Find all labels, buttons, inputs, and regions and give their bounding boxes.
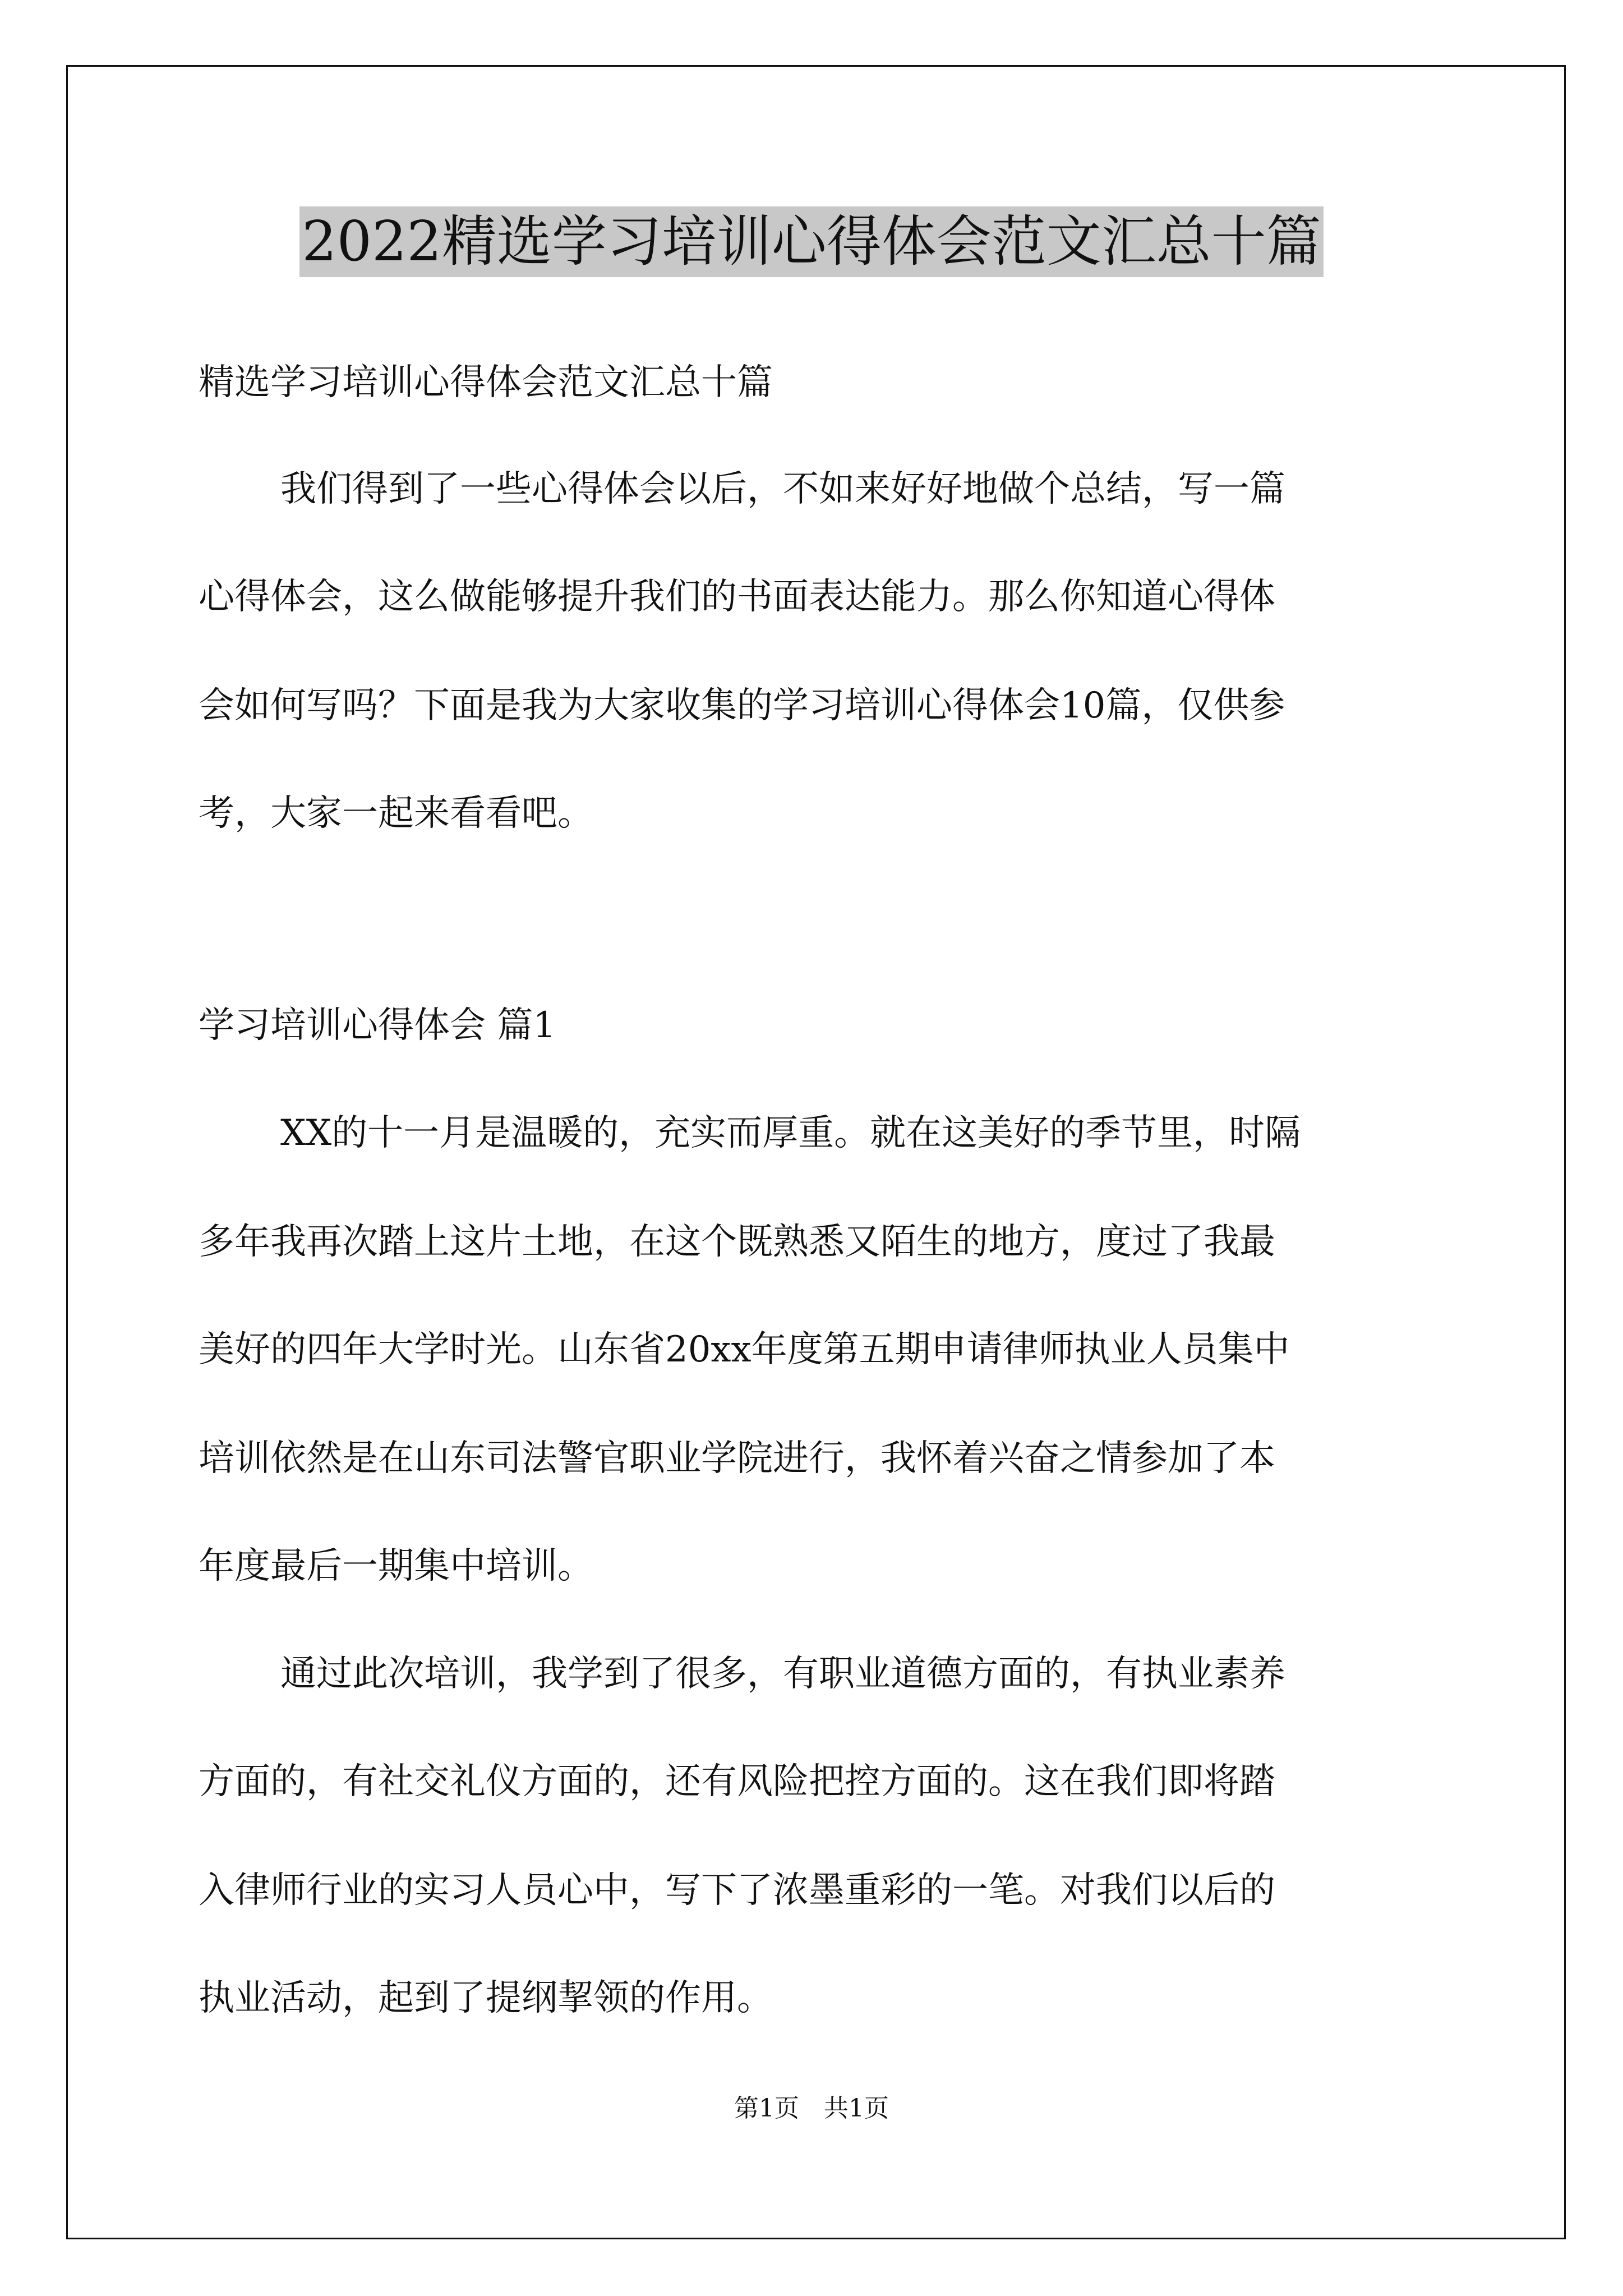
paragraph-line: 方面的，有社交礼仪方面的，还有风险把控方面的。这在我们即将踏 [199,1761,1275,1802]
document-subtitle: 精选学习培训心得体会范文汇总十篇 [199,362,773,403]
paragraph-line: XX的十一月是温暖的，充实而厚重。就在这美好的季节里，时隔 [280,1112,1301,1154]
intro-line: 我们得到了一些心得体会以后，不如来好好地做个总结，写一篇 [280,468,1285,510]
document-title: 2022精选学习培训心得体会范文汇总十篇 [299,206,1323,277]
paragraph-line: 年度最后一期集中培训。 [199,1545,593,1587]
paragraph-line: 培训依然是在山东司法警官职业学院进行，我怀着兴奋之情参加了本 [199,1438,1275,1479]
document-title-wrap [0,206,1623,277]
page-footer: 第1页 共1页 [734,2094,889,2123]
paragraph-line: 美好的四年大学时光。山东省20xx年度第五期申请律师执业人员集中 [199,1329,1290,1370]
paragraph-line: 多年我再次踏上这片土地，在这个既熟悉又陌生的地方，度过了我最 [199,1221,1275,1263]
intro-line: 心得体会，这么做能够提升我们的书面表达能力。那么你知道心得体 [199,576,1275,618]
intro-line: 考，大家一起来看看吧。 [199,793,593,834]
paragraph-line: 入律师行业的实习人员心中，写下了浓墨重彩的一笔。对我们以后的 [199,1870,1275,1911]
paragraph-line: 执业活动，起到了提纲挈领的作用。 [199,1977,773,2019]
section-heading: 学习培训心得体会 篇1 [199,1005,556,1046]
intro-line: 会如何写吗？下面是我为大家收集的学习培训心得体会10篇，仅供参 [199,685,1285,726]
paragraph-line: 通过此次培训，我学到了很多，有职业道德方面的，有执业素养 [280,1653,1285,1695]
